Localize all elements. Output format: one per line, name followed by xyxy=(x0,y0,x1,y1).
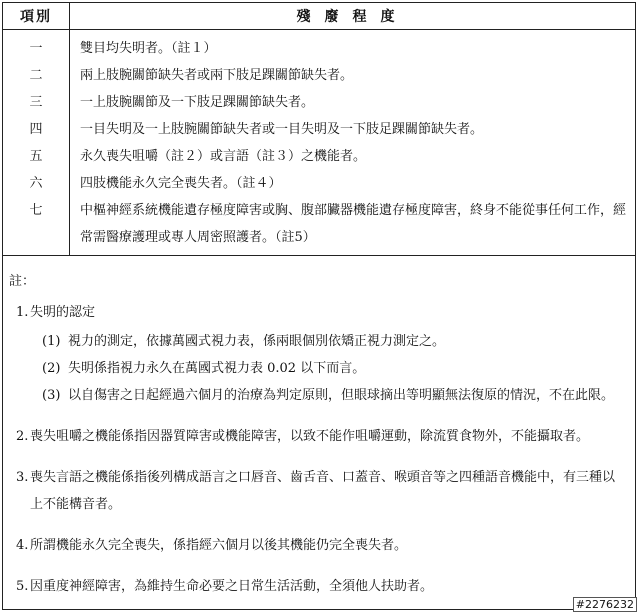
row-number: 一 xyxy=(3,30,70,63)
sub-note-number: (3) xyxy=(42,388,61,403)
table-row xyxy=(3,30,635,63)
note-number: 4. xyxy=(16,538,29,553)
notes-section xyxy=(3,255,635,600)
row-number: 三 xyxy=(3,89,70,116)
sub-note-number: (1) xyxy=(42,334,61,349)
table-row xyxy=(3,62,635,89)
note-number: 1. xyxy=(16,305,29,320)
disability-document xyxy=(2,2,636,610)
table-row xyxy=(3,170,635,197)
note-number: 3. xyxy=(16,470,29,485)
sub-note-text: 視力的測定，依據萬國式視力表，係兩眼個別依矯正視力測定之。 xyxy=(68,334,446,349)
row-number: 二 xyxy=(3,62,70,89)
note-text: 因重度神經障害，為維持生命必要之日常生活活動，全須他人扶助者。 xyxy=(30,579,434,594)
header-item: 項別 xyxy=(3,3,70,30)
note-text: 所謂機能永久完全喪失，係指經六個月以後其機能仍完全喪失者。 xyxy=(30,538,408,553)
sub-note-text: 失明係指視力永久在萬國式視力表 0.02 以下而言。 xyxy=(68,361,366,376)
note-number: 5. xyxy=(16,579,29,594)
header-degree: 殘廢程度 xyxy=(70,3,636,30)
image-id-stamp: #2276232 xyxy=(573,597,637,612)
note-item xyxy=(16,573,623,600)
row-description: 雙目均失明者。（註１） xyxy=(80,41,217,56)
note-text: 喪失咀嚼之機能係指因器質障害或機能障害，以致不能作咀嚼運動，除流質食物外，不能攝取者。 xyxy=(30,429,590,444)
row-description: 一目失明及一上肢腕關節缺失者或一目失明及一下肢足踝關節缺失者。 xyxy=(80,122,484,137)
row-description: 中樞神經系統機能遺存極度障害或胸、腹部臟器機能遺存極度障害，終身不能從事任何工作，經常需醫療護理或專人周密照護者。（註5） xyxy=(80,203,627,245)
row-description: 永久喪失咀嚼（註２）或言語（註３）之機能者。 xyxy=(80,149,367,164)
sub-note-item xyxy=(42,382,623,409)
row-number: 六 xyxy=(3,170,70,197)
table-row xyxy=(3,116,635,143)
note-item xyxy=(16,464,623,518)
row-number: 五 xyxy=(3,143,70,170)
note-item xyxy=(16,532,623,559)
sub-note-text: 以自傷害之日起經過六個月的治療為判定原則，但眼球摘出等明顯無法復原的情況，不在此限。 xyxy=(68,388,615,403)
row-description: 四肢機能永久完全喪失者。（註４） xyxy=(80,176,282,191)
sub-note-item xyxy=(42,328,623,355)
table-row xyxy=(3,143,635,170)
note-item xyxy=(16,423,623,450)
table-header-row xyxy=(3,3,635,30)
sub-note-number: (2) xyxy=(42,361,61,376)
note-text: 失明的認定 xyxy=(30,305,96,320)
notes-title: 註： xyxy=(9,274,36,289)
note-number: 2. xyxy=(16,429,29,444)
table-row xyxy=(3,89,635,116)
disability-table xyxy=(3,3,635,255)
row-number: 四 xyxy=(3,116,70,143)
note-text: 喪失言語之機能係指後列構成語言之口唇音、齒舌音、口蓋音、喉頭音等之四種語音機能中，有三種以上不能構音者。 xyxy=(30,470,616,512)
row-description: 兩上肢腕關節缺失者或兩下肢足踝關節缺失者。 xyxy=(80,68,354,83)
sub-note-item xyxy=(42,355,623,382)
row-number: 七 xyxy=(3,197,70,255)
note-item xyxy=(16,299,623,326)
table-row xyxy=(3,197,635,255)
row-description: 一上肢腕關節及一下肢足踝關節缺失者。 xyxy=(80,95,315,110)
